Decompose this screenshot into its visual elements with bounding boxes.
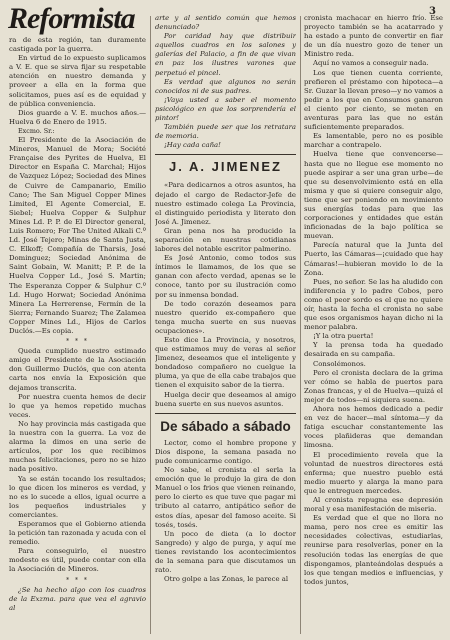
column-2 bbox=[155, 14, 296, 634]
paragraph: El Presidente de la Asociación de Mineros, Manuel de Mora; Société Française des Pyrites de Huelva, El Director en España C. Marchal; Hijos de Vazquez López; Sociedad des Mines de Cuivre de Campanario, Emilio Cano; The San Miguel Copper Mines Limited, El Agente Comercial, E. Siebel; Huelva Copper & Sulphur Mines Ld. P. P. de El Director general, Luis Romero; For The United Alkali C.º Ld. José Tejero; Minas de Santa Justa, C. Elkoff; Compañía de Tharsis, José Dominguez; Sociedad Anónima de Saint Gobain, W. Manitt; P. P. de la Huelva Copper Ld., José S. Martin; The Esperanza Copper & Sulphur C.º Ld. Hugo Horwat; Sociedad Anónima Minera La Herrerense, Fermín de la Sierra; Fernando Suarez; The Zalamea Copper Mines Ld., Hijos de Carlos Duclós.—Es copia. bbox=[9, 136, 146, 335]
article-heading: J. A. JIMENEZ bbox=[169, 159, 282, 175]
paragraph: Es verdad que el que no llora no mama, pero nos cree es emitir las necesidades colectivas, estudiarlas, reunirse para resolverlas, poner en la resolución todas las energías de que dispongamos, planteándolas después a los que tengan medios e influencias, y todos juntos, bbox=[304, 514, 443, 586]
paragraph: Un poco de dieta (a lo doctor Sangredo) y algo de purga, y aquí me tienes revistando los acontecimientos de la semana para que discutamos un rato. bbox=[155, 529, 296, 575]
paragraph: Huelga decir que deseamos al amigo buena suerte en sus nuevos asuntos. bbox=[155, 390, 296, 408]
paragraph: ra de esta región, tan duramente castigada por la guerra. bbox=[9, 36, 146, 54]
paragraph: Es verdad que algunos no serán conocidos ni de sus padres. bbox=[155, 77, 296, 95]
paragraph: Aquí no vamos a conseguir nada. bbox=[313, 59, 429, 68]
article-heading: De sábado a sábado bbox=[160, 418, 291, 434]
page-number: 3 bbox=[429, 6, 436, 17]
paragraph: Ahora nos hemos dedicado a pedir en vez de hacer—mal síntoma—y da fatiga escuchar constantemente las voces plañideras que demandan limosna. bbox=[304, 405, 443, 450]
paragraph: No hay provincia más castigada que la nuestra con la guerra. La voz de alarma la dimos en una serie de artículos, por los que recibimos muchas felicitaciones, pero no se hizo nada positivo. bbox=[9, 419, 146, 474]
paragraph: cronista machacar en hierro frío. Ese proyecto también se ha acatarrado y ha estado a punto de convertir en fiar de un día nuestro gozo de tener un Ministro reda. bbox=[304, 14, 443, 59]
paragraph: Y la prensa toda ha quedado desairada en su campaña. bbox=[304, 341, 443, 359]
paragraph: Pues, no señor. Se las ha aludido con indiferencia y lo padre Cobos, pero como el peor sordo es el que no quiere oír, hasta la fecha el cronista no sabe que esos organismos hayan dicho ni la menor palabra. bbox=[304, 277, 443, 332]
paragraph: Parecía natural que la Junta del Puerto, las Cámaras—¡cuidado que hay Cámaras!—hubieran movido lo de la Zona. bbox=[304, 241, 443, 277]
paragraph: Por nuestra cuenta hemos de decir lo que ya hemos repetido muchas veces. bbox=[9, 392, 146, 419]
column-separator bbox=[300, 16, 301, 634]
paragraph: En virtud de lo expuesto suplicamos a V. E. que se sirva fijar su respetable atención en nuestro demanda y proveer a ella en la forma que solicitamos, pues así es de equidad y de pública conveniencia. bbox=[9, 54, 146, 108]
section-separator: * * * bbox=[66, 338, 89, 346]
paragraph: Es José Antonio, como todos sus íntimos le llamamos, de los que se ganan con afecto verdad, apenas se le conoce, tanto por su ilustración como por su inmensa bondad. bbox=[155, 254, 296, 299]
paragraph: Gran pena nos ha producido la separación en nuestras cotidianas labores del notable escritor palmerino. bbox=[155, 226, 296, 254]
paragraph: Es lamentable, pero no es posible marchar a contrapelo. bbox=[304, 132, 443, 150]
paragraph: También puede ser que los retratara de memoria. bbox=[155, 123, 296, 141]
paragraph: Pero el cronista declara de la grima ver cómo se habla de puertos para Zonas francas, y el de Huelva—quizá el mejor de todos—ni siquiera suena. bbox=[304, 368, 443, 404]
paragraph: Esperamos que el Gobierno atienda la petición tan razonada y acuda con el remedio. bbox=[9, 519, 146, 547]
paragraph: De todo corazón deseamos para nuestro querido ex-compañero que tenga mucha suerte en sus nuevas ocupaciones». bbox=[155, 299, 296, 335]
column-separator bbox=[150, 16, 151, 634]
paragraph: Lector, como el hombre propone y Dios dispone, la semana pasada no pude comunicarme contigo. bbox=[155, 438, 296, 465]
paragraph: ¡Y la otra puerta! bbox=[313, 332, 374, 341]
paragraph: Los que tienen cuenta corriente, prefieren el préstamo con hipoteca—a Sr. Guzar la llevan preso—y no vamos a pedir a los que en Consumos ganaron el ciento por ciento, se meten en aventuras para las que no están suficientemente preparados. bbox=[304, 68, 443, 132]
paragraph: No sabe, el cronista el serla la emoción que le produjo la gira de don Manuel o los frios que vienen reinando, pero lo cierto es que tuve que pagar mi tributo al catarro, antipático señor de estos días, apesar del famoso aceite. Si tosés, tosés. bbox=[155, 466, 296, 529]
paragraph: ¿Se ha hecho algo con los cuadros de la Exzma. para que vea el agravio al bbox=[9, 585, 146, 612]
paragraph: El procedimiento revela que la voluntad de nuestros directores está enferma; que nuestro pueblo está medio muerto y alarga la mano para que le entreguen mercedes. bbox=[304, 450, 443, 495]
paragraph: Para conseguirlo, el nuestro modesto es útil, puede contar con ella la Asociación de Mineros. bbox=[9, 547, 146, 574]
paragraph: ¡Vaya usted a saber el momento psicológico en que los sorprendería el pintor! bbox=[155, 95, 296, 123]
paragraph: Huelva tiene que convencerse—hasta que no llegue ese momento no puede aspirar a ser una gran urbe—de que su desenvolvimiento está en ella misma y que si quiere conseguir algo, tiene que ser poniendo en movimiento sus energías todas para que las corporaciones y entidades que están inficionadas de la bajo política se muevan. bbox=[304, 150, 443, 241]
masthead-title: Reformista bbox=[8, 2, 135, 35]
paragraph: Otro golpe a las Zonas, le parece al bbox=[164, 575, 289, 584]
paragraph: Por caridad hay que distribuir aquellos cuadros en los salones y galerías del Palacio, a fin de que vivan en paz los ilustres varones que perpetuó el pincel. bbox=[155, 32, 296, 77]
column-1 bbox=[9, 36, 146, 634]
paragraph: arte y al sentido común que hemos denunciado? bbox=[155, 14, 296, 32]
column-3 bbox=[304, 14, 443, 634]
paragraph: Al cronista repugna ese depresión moral y esa manifestación de miseria. bbox=[304, 495, 443, 514]
paragraph: Consolémonos. bbox=[313, 359, 366, 368]
paragraph: Ya se están tocando los resultados; lo que dicen los mineros es verdad, y no es lo sucede a ellos, igual ocurre a los pequeños industriales y comerciantes. bbox=[9, 474, 146, 519]
paragraph: «Para dedicarnos a otros asuntos, ha dejado el cargo de Redactor-Jefe de nuestro estimado colega La Provincia, el distinguido periodista y literato don José A. Jimenez. bbox=[155, 181, 296, 226]
section-rule bbox=[155, 154, 296, 155]
section-rule bbox=[155, 413, 296, 414]
paragraph: ¡Hay cada caña! bbox=[164, 141, 221, 150]
salutation: Excmo. Sr.: bbox=[18, 126, 55, 135]
paragraph: Dios guarde a V. E. muchos años.—Huelva 6 de Enero de 1915. bbox=[9, 108, 146, 126]
paragraph: Queda cumplido nuestro estimado amigo el Presidente de la Asociación don Guillermo Duclós, que con atenta carta nos envía la Exposición que dejamos transcrita. bbox=[9, 347, 146, 392]
paragraph: Esto dice La Provincia, y nosotros, que estimamos muy de veras al señor Jimenez, deseamos que el inteligente y bondadoso compañero no cuelgue la pluma, ya que de ella cabe trabajos que tienen el exquisito sabor de la tierra. bbox=[155, 336, 296, 390]
section-separator: * * * bbox=[66, 576, 89, 584]
